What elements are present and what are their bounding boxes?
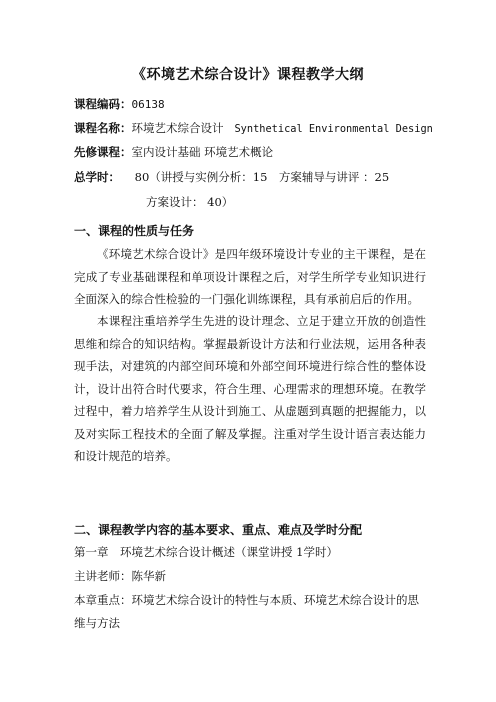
section-2-heading: 二、课程教学内容的基本要求、重点、难点及学时分配 bbox=[74, 523, 363, 537]
chapter-1-title: 第一章 环境艺术综合设计概述（课堂讲授 1学时） bbox=[74, 545, 338, 559]
prerequisite-value: 室内设计基础 环境艺术概论 bbox=[131, 145, 274, 159]
course-name-value: 环境艺术综合设计 bbox=[131, 121, 224, 135]
prerequisite-row bbox=[74, 144, 273, 160]
total-hours-continued: 方案设计： 40） bbox=[146, 195, 234, 209]
course-code-value: 06138 bbox=[131, 98, 165, 111]
document-title: 《环境艺术综合设计》课程教学大纲 bbox=[132, 67, 364, 83]
section-1-heading: 一、课程的性质与任务 bbox=[74, 224, 195, 238]
chapter-1-key-points: 本章重点：环境艺术综合设计的特性与本质、环境艺术综合设计的思维与方法 bbox=[74, 593, 419, 630]
course-name-row bbox=[74, 120, 433, 136]
course-name-english: Synthetical Environmental Design bbox=[234, 123, 433, 135]
section-1-paragraph-2: 本课程注重培养学生先进的设计理念、立足于建立开放的创造性思维和综合的知识结构。掌握最新设计方法和行业法规，运用各种表现手法，对建筑的内部空间环境和外部空间环境进行综合性的整体设计，设计出符合时代要求，符合生理、心理需求的理想环境。在教学过程中，着力培养学生从设计到施工、从虚题到真题的把握能力，以及对实际工程技术的全面了解及掌握。注重对学生设计语言表达能力和设计规范的培养。 bbox=[74, 314, 426, 463]
total-hours-row bbox=[74, 169, 389, 185]
chapter-1-teacher: 主讲老师：陈华新 bbox=[74, 569, 166, 583]
prerequisite-label: 先修课程： bbox=[74, 145, 132, 159]
total-hours-value: 80（讲授与实例分析：15 方案辅导与讲评 ：25 bbox=[134, 170, 390, 184]
section-1-paragraph-1: 《环境艺术综合设计》是四年级环境设计专业的主干课程，是在完成了专业基础课程和单项设计课程之后，对学生所学专业知识进行全面深入的综合性检验的一门强化训练课程，具有承前启后的作用。 bbox=[74, 247, 426, 306]
course-code-row bbox=[74, 96, 165, 112]
course-name-label: 课程名称： bbox=[74, 121, 132, 135]
total-hours-label: 总学时： bbox=[74, 170, 120, 184]
course-code-label: 课程编码： bbox=[74, 97, 132, 111]
